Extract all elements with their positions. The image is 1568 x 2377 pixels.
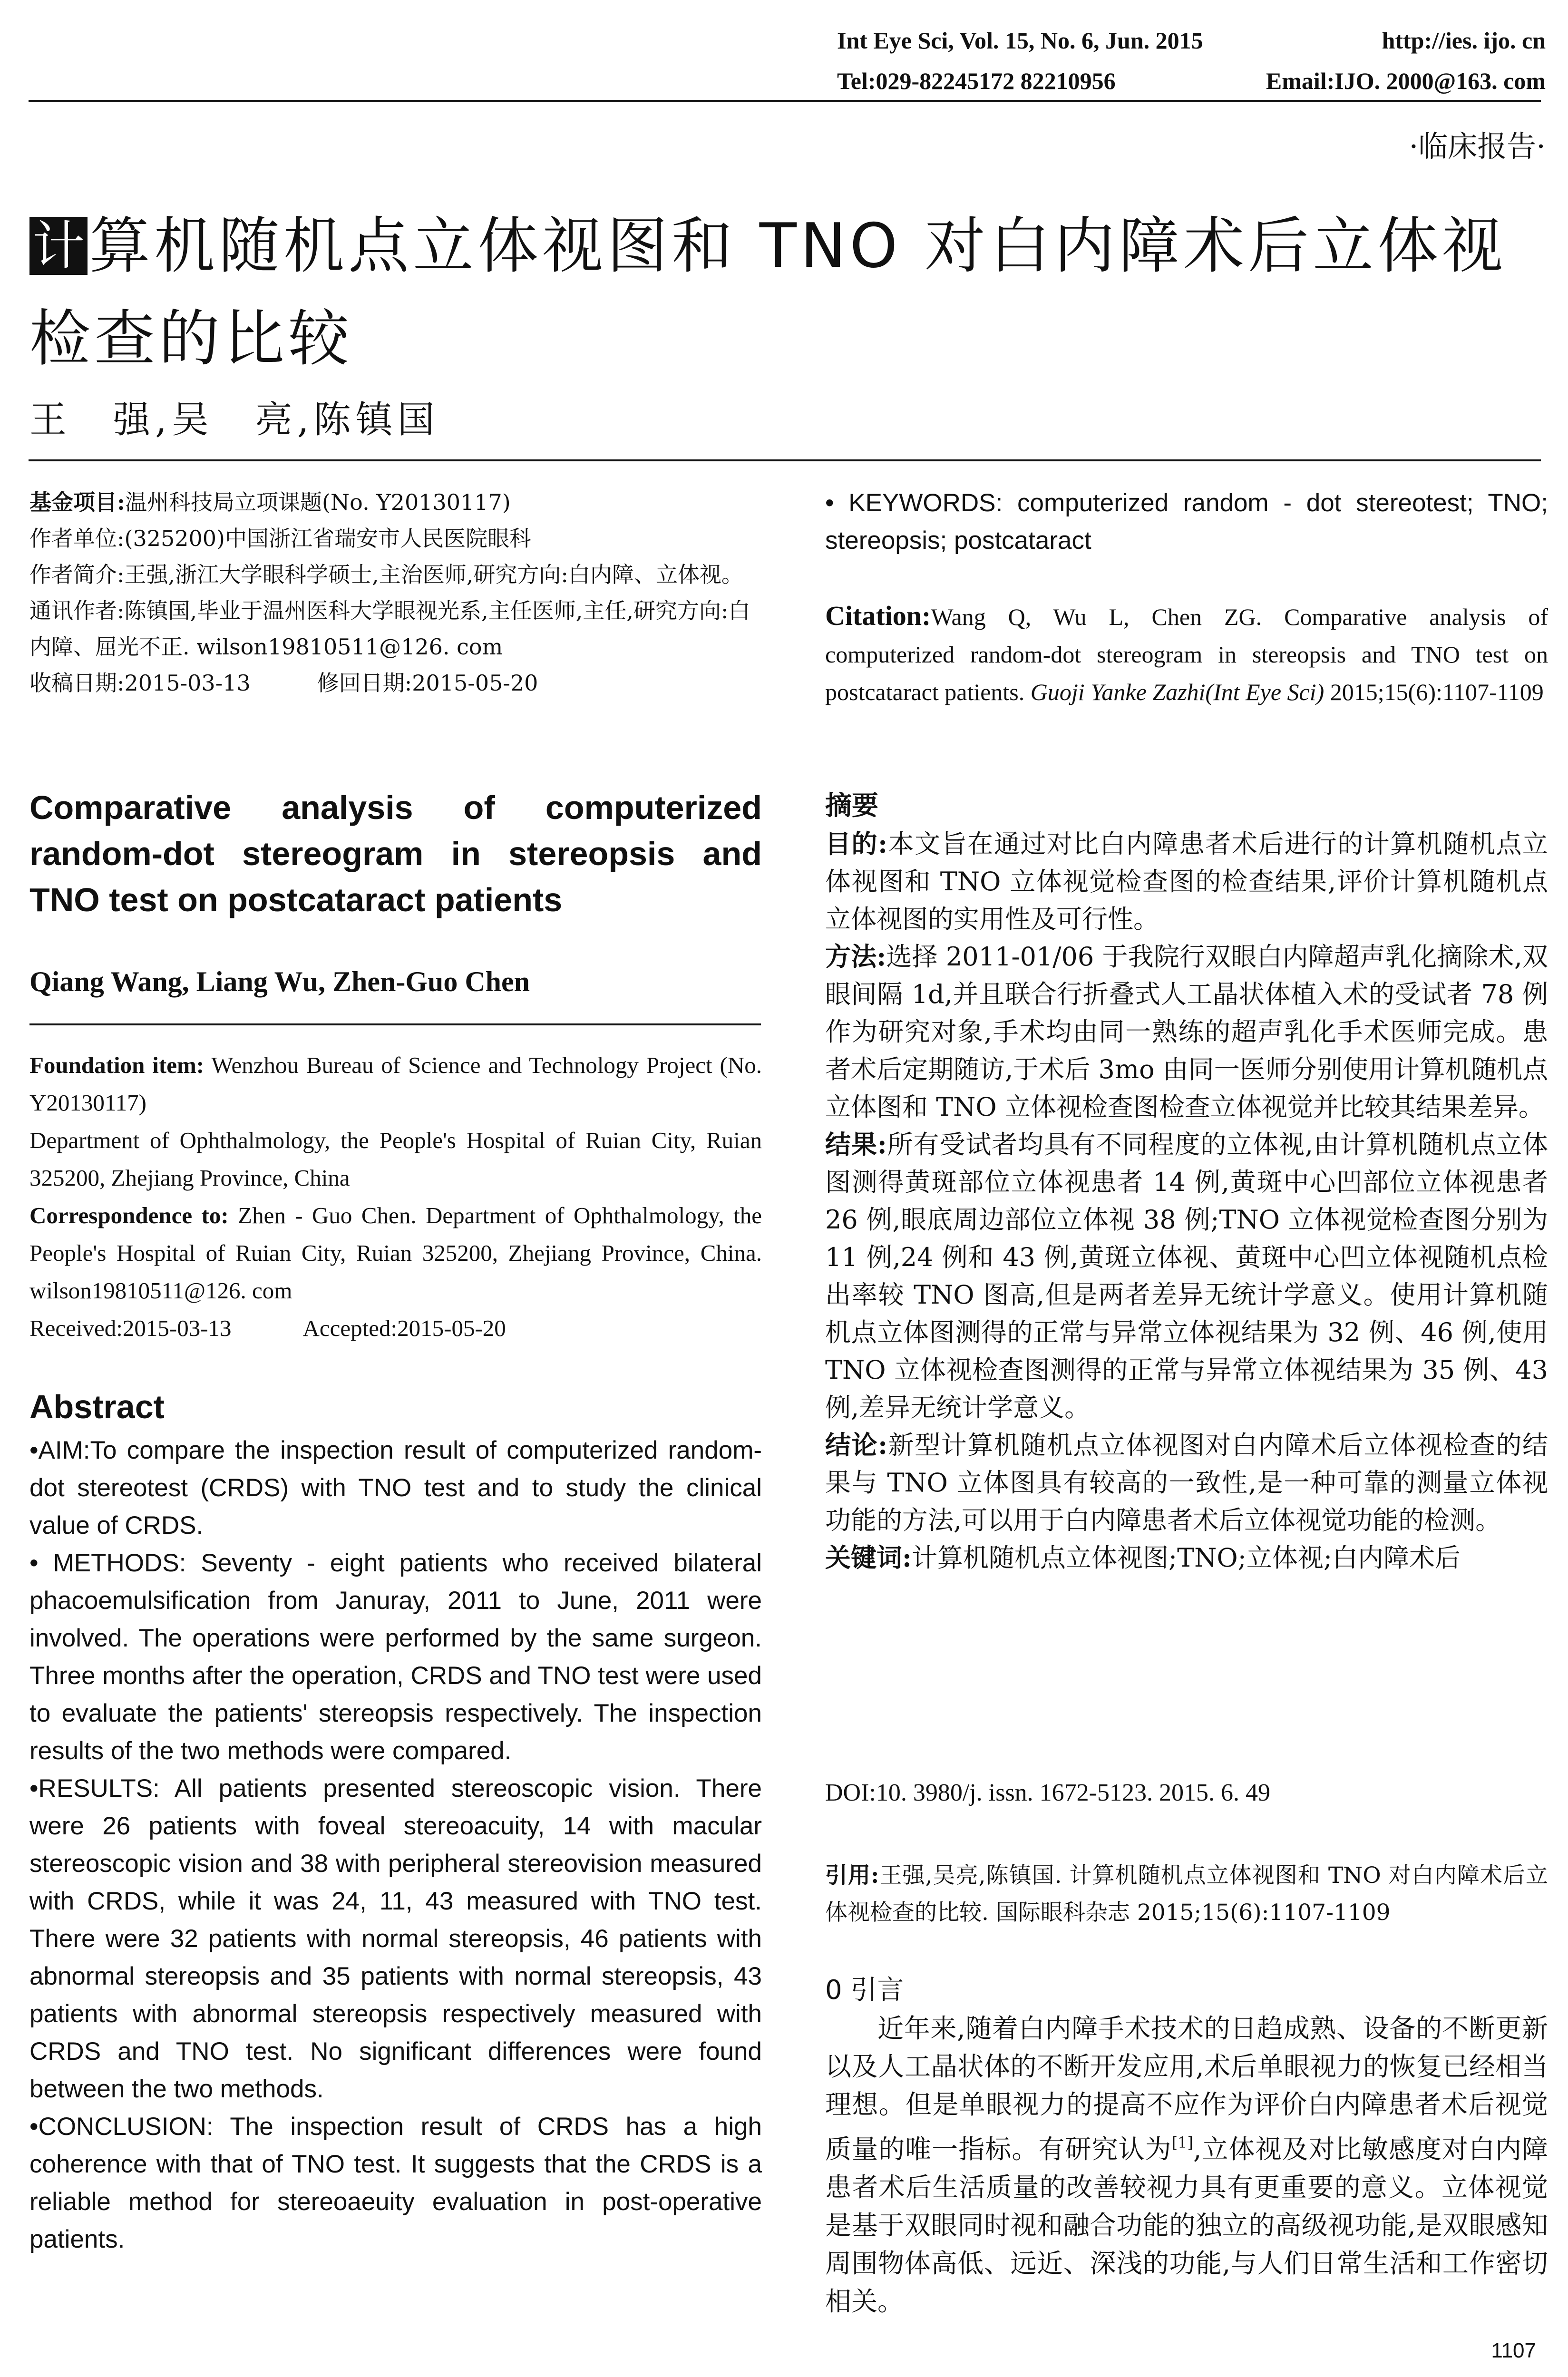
title-initial-mark: 计 — [29, 217, 88, 275]
title-text: 算机随机点立体视图和 TNO 对白内障术后立体视检查的比较 — [29, 211, 1507, 374]
abstract-heading: Abstract — [29, 1388, 165, 1425]
intro-heading: 0 引言 — [825, 1975, 904, 2006]
title-rule — [29, 459, 1541, 461]
dates-en: Received:2015-03-13 Accepted:2015-05-20 — [29, 1315, 506, 1341]
authors-en: Qiang Wang, Liang Wu, Zhen-Guo Chen — [29, 966, 530, 997]
abstract-cn-conclusion: 结论:新型计算机随机点立体视图对白内障术后立体视检查的结果与 TNO 立体图具有较高的一致性,是一种可靠的测量立体视功能的方法,可以用于白内障患者术后立体视觉功能的检测。 — [825, 1430, 1549, 1535]
doi: DOI:10. 3980/j. issn. 1672-5123. 2015. 6. 49 — [825, 1779, 1270, 1806]
abstract-conclusion: •CONCLUSION: The inspection result of CRDS has a high coherence with that of TNO test. It suggests that the CRDS is a reliable method for stereoaeuity evaluation in post-operative patients. — [29, 2113, 762, 2253]
abstract-cn-results: 结果:所有受试者均具有不同程度的立体视,由计算机随机点立体图测得黄斑部位立体视患者 14 例,黄斑中心凹部位立体视患者 26 例,眼底周边部位立体视 38 例;TNO 立体视觉检查图分别为 11 例,24 例和 43 例,黄斑立体视、黄斑中心凹立体视随机点检出率较 TNO 图高,但是两者差异无统计学意义。使用计算机随机点立体图测得的正常与异常立体视结果为 32 例、46 例,使用 TNO 立体视检查图测得的正常与异常立体视结果为 35 例、43 例,差异无统计学意义。 — [825, 1129, 1548, 1422]
abstract-cn-heading: 摘要 — [825, 790, 878, 821]
journal-line: Int Eye Sci, Vol. 15, No. 6, Jun. 2015 — [837, 27, 1203, 54]
authors-rule — [29, 1023, 761, 1025]
header-rule — [29, 100, 1541, 102]
foundation-cn: 基金项目:温州科技局立项课题(No. Y20130117) — [29, 489, 511, 515]
article-title — [29, 200, 1551, 385]
keywords-en: • KEYWORDS: computerized random - dot stereotest; TNO; stereopsis; postcataract — [825, 489, 1548, 555]
page-number: 1107 — [1491, 2339, 1536, 2362]
reference-marker[interactable]: [1] — [1171, 2133, 1193, 2152]
abstract-results: •RESULTS: All patients presented stereoscopic vision. There were 26 patients with foveal stereoacuity, 14 with macular stereoscopic vision and 38 with peripheral stereovision measured with CRDS, while it was 24, 11, 43 measured with TNO test. There were 32 patients with normal stereopsis, 46 patients with abnormal stereopsis and 35 patients with normal stereopsis, 43 patients with abnormal stereopsis respectively measured with CRDS and TNO test. No significant differences were found between the two methods. — [29, 1774, 762, 2103]
cn-metadata — [29, 484, 762, 701]
journal-url[interactable]: http://ies. ijo. cn — [1382, 27, 1546, 54]
abstract-aim: •AIM:To compare the inspection result of computerized random-dot stereotest (CRDS) with TNO test and to study the clinical value of CRDS. — [29, 1436, 762, 1539]
en-metadata — [29, 1046, 762, 1347]
corr-cn: 通讯作者:陈镇国,毕业于温州医科大学眼视光系,主任医师,主任,研究方向:白内障、屈光不正. wilson19810511@126. com — [29, 598, 750, 660]
abstract-methods: • METHODS: Seventy - eight patients who received bilateral phacoemulsification from Januray, 2011 to June, 2011 were involved. The operations were performed by the same surgeon. Three months after the operation, CRDS and TNO test were used to evaluate the patients' stereopsis respectively. The inspection results of the two methods were compared. — [29, 1549, 762, 1765]
abstract-body — [29, 1432, 762, 2258]
bio-cn: 作者简介:王强,浙江大学眼科学硕士,主治医师,研究方向:白内障、立体视。 — [29, 562, 743, 587]
abstract-cn-body — [825, 825, 1548, 1577]
department-en: Department of Ophthalmology, the People's Hospital of Ruian City, Ruian 325200, Zhejiang Province, China — [29, 1127, 762, 1191]
abstract-cn-keywords: 关键词:计算机随机点立体视图;TNO;立体视;白内障术后 — [825, 1542, 1461, 1573]
citation: Citation:Wang Q, Wu L, Chen ZG. Comparative analysis of computerized random-dot stereogram in stereopsis and TNO test on postcataract patients. Guoji Yanke Zazhi(Int Eye Sci) 2015;15(6):1107-1109 — [825, 600, 1548, 705]
abstract-cn-methods: 方法:选择 2011-01/06 于我院行双眼白内障超声乳化摘除术,双眼间隔 1d,并且联合行折叠式人工晶状体植入术的受试者 78 例作为研究对象,手术均由同一熟练的超声乳化手术医师完成。患者术后定期随访,于术后 3mo 由同一医师分别使用计算机随机点立体图和 TNO 立体视检查图检查立体视觉并比较其结果差异。 — [825, 941, 1548, 1122]
authors-cn: 王 强,吴 亮,陈镇国 — [29, 399, 439, 441]
intro-paragraph: 近年来,随着白内障手术技术的日趋成熟、设备的不断更新以及人工晶状体的不断开发应用,术后单眼视力的恢复已经相当理想。但是单眼视力的提高不应作为评价白内障患者术后视觉质量的唯一指标。有研究认为[1],立体视及对比敏感度对白内障患者术后生活质量的改善较视力具有更重要的意义。立体视觉是基于双眼同时视和融合功能的独立的高级视功能,是双眼感知周围物体高低、远近、深浅的功能,与人们日常生活和工作密切相关。 — [825, 2013, 1548, 2317]
english-title: Comparative analysis of computerized random-dot stereogram in stereopsis and TNO test on postcataract patients — [29, 789, 762, 918]
citation-cn: 引用:王强,吴亮,陈镇国. 计算机随机点立体视图和 TNO 对白内障术后立体视检查的比较. 国际眼科杂志 2015;15(6):1107-1109 — [825, 1862, 1548, 1926]
section-label: ·临床报告· — [1409, 129, 1546, 164]
unit-cn: 作者单位:(325200)中国浙江省瑞安市人民医院眼科 — [29, 526, 531, 551]
dates-cn: 收稿日期:2015-03-13 修回日期:2015-05-20 — [29, 670, 538, 696]
abstract-cn-aim: 目的:本文旨在通过对比白内障患者术后进行的计算机随机点立体视图和 TNO 立体视觉检查图的检查结果,评价计算机随机点立体视图的实用性及可行性。 — [825, 828, 1549, 934]
corr-en: Correspondence to: Zhen - Guo Chen. Department of Ophthalmology, the People's Hospital of Ruian City, Ruian 325200, Zhejiang Province, China. wilson19810511@126. com — [29, 1202, 762, 1304]
journal-email[interactable]: Email:IJO. 2000@163. com — [1266, 68, 1546, 94]
journal-tel: Tel:029-82245172 82210956 — [837, 68, 1116, 94]
foundation-en: Foundation item: Wenzhou Bureau of Science and Technology Project (No. Y20130117) — [29, 1052, 762, 1116]
